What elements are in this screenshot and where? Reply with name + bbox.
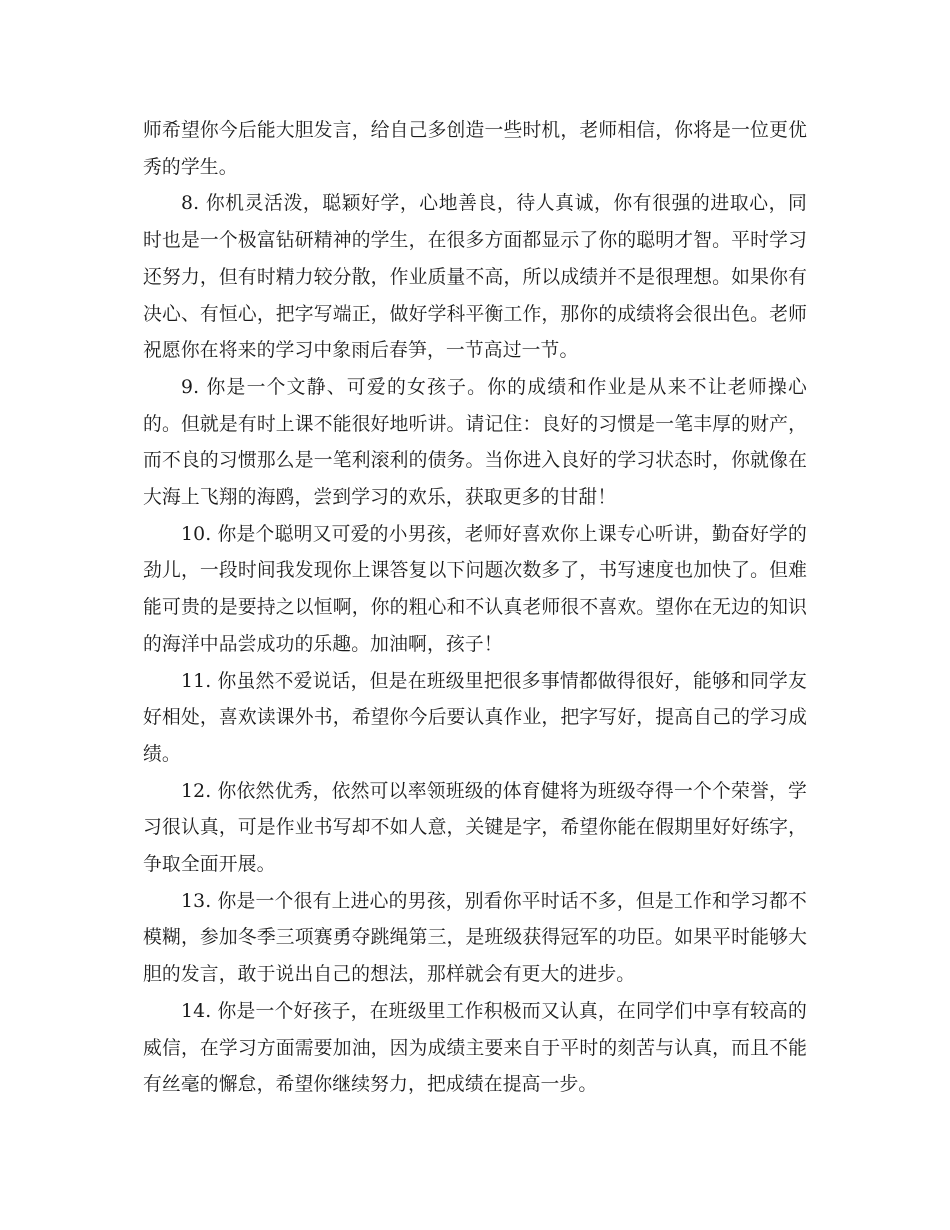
paragraph-continuation: 师希望你今后能大胆发言，给自己多创造一些时机，老师相信，你将是一位更优秀的学生。 <box>143 120 807 178</box>
paragraph-item-8: 8. 你机灵活泼，聪颖好学，心地善良，待人真诚，你有很强的进取心，同时也是一个极富钻研精神的学生，在很多方面都显示了你的聪明才智。平时学习还努力，但有时精力较分散，作业质量不高，所以成绩并不是很理想。如果你有决心、有恒心，把字写端正，做好学科平衡工作，那你的成绩将会很出色。老师祝愿你在将来的学习中象雨后春笋，一节高过一节。 <box>143 193 807 362</box>
paragraph-item-11: 11. 你虽然不爱说话，但是在班级里把很多事情都做得很好，能够和同学友好相处，喜欢读课外书，希望你今后要认真作业，把字写好，提高自己的学习成绩。 <box>143 670 807 765</box>
paragraph-item-12: 12. 你依然优秀，依然可以率领班级的体育健将为班级夺得一个个荣誉，学习很认真，可是作业书写却不如人意，关键是字，希望你能在假期里好好练字，争取全面开展。 <box>143 780 807 876</box>
paragraph-item-14: 14. 你是一个好孩子，在班级里工作积极而又认真，在同学们中享有较高的威信，在学习方面需要加油，因为成绩主要来自于平时的刻苦与认真，而且不能有丝毫的懈怠，希望你继续努力，把成绩在提高一步。 <box>143 1000 807 1096</box>
paragraph-item-9: 9. 你是一个文静、可爱的女孩子。你的成绩和作业是从来不让老师操心的。但就是有时上课不能很好地听讲。请记住：良好的习惯是一笔丰厚的财产，而不良的习惯那么是一笔利滚利的债务。当你进入良好的学习状态时，你就像在大海上飞翔的海鸥，尝到学习的欢乐，获取更多的甘甜！ <box>143 376 807 509</box>
paragraph-item-10: 10. 你是个聪明又可爱的小男孩，老师好喜欢你上课专心听讲，勤奋好学的劲儿，一段时间我发现你上课答复以下问题次数多了，书写速度也加快了。但难能可贵的是要持之以恒啊，你的粗心和不认真老师很不喜欢。望你在无边的知识的海洋中品尝成功的乐趣。加油啊，孩子！ <box>143 523 807 655</box>
document-body <box>143 113 807 1104</box>
paragraph-item-13: 13. 你是一个很有上进心的男孩，别看你平时话不多，但是工作和学习都不模糊，参加冬季三项赛勇夺跳绳第三，是班级获得冠军的功臣。如果平时能够大胆的发言，敢于说出自己的想法，那样就会有更大的进步。 <box>143 890 807 986</box>
